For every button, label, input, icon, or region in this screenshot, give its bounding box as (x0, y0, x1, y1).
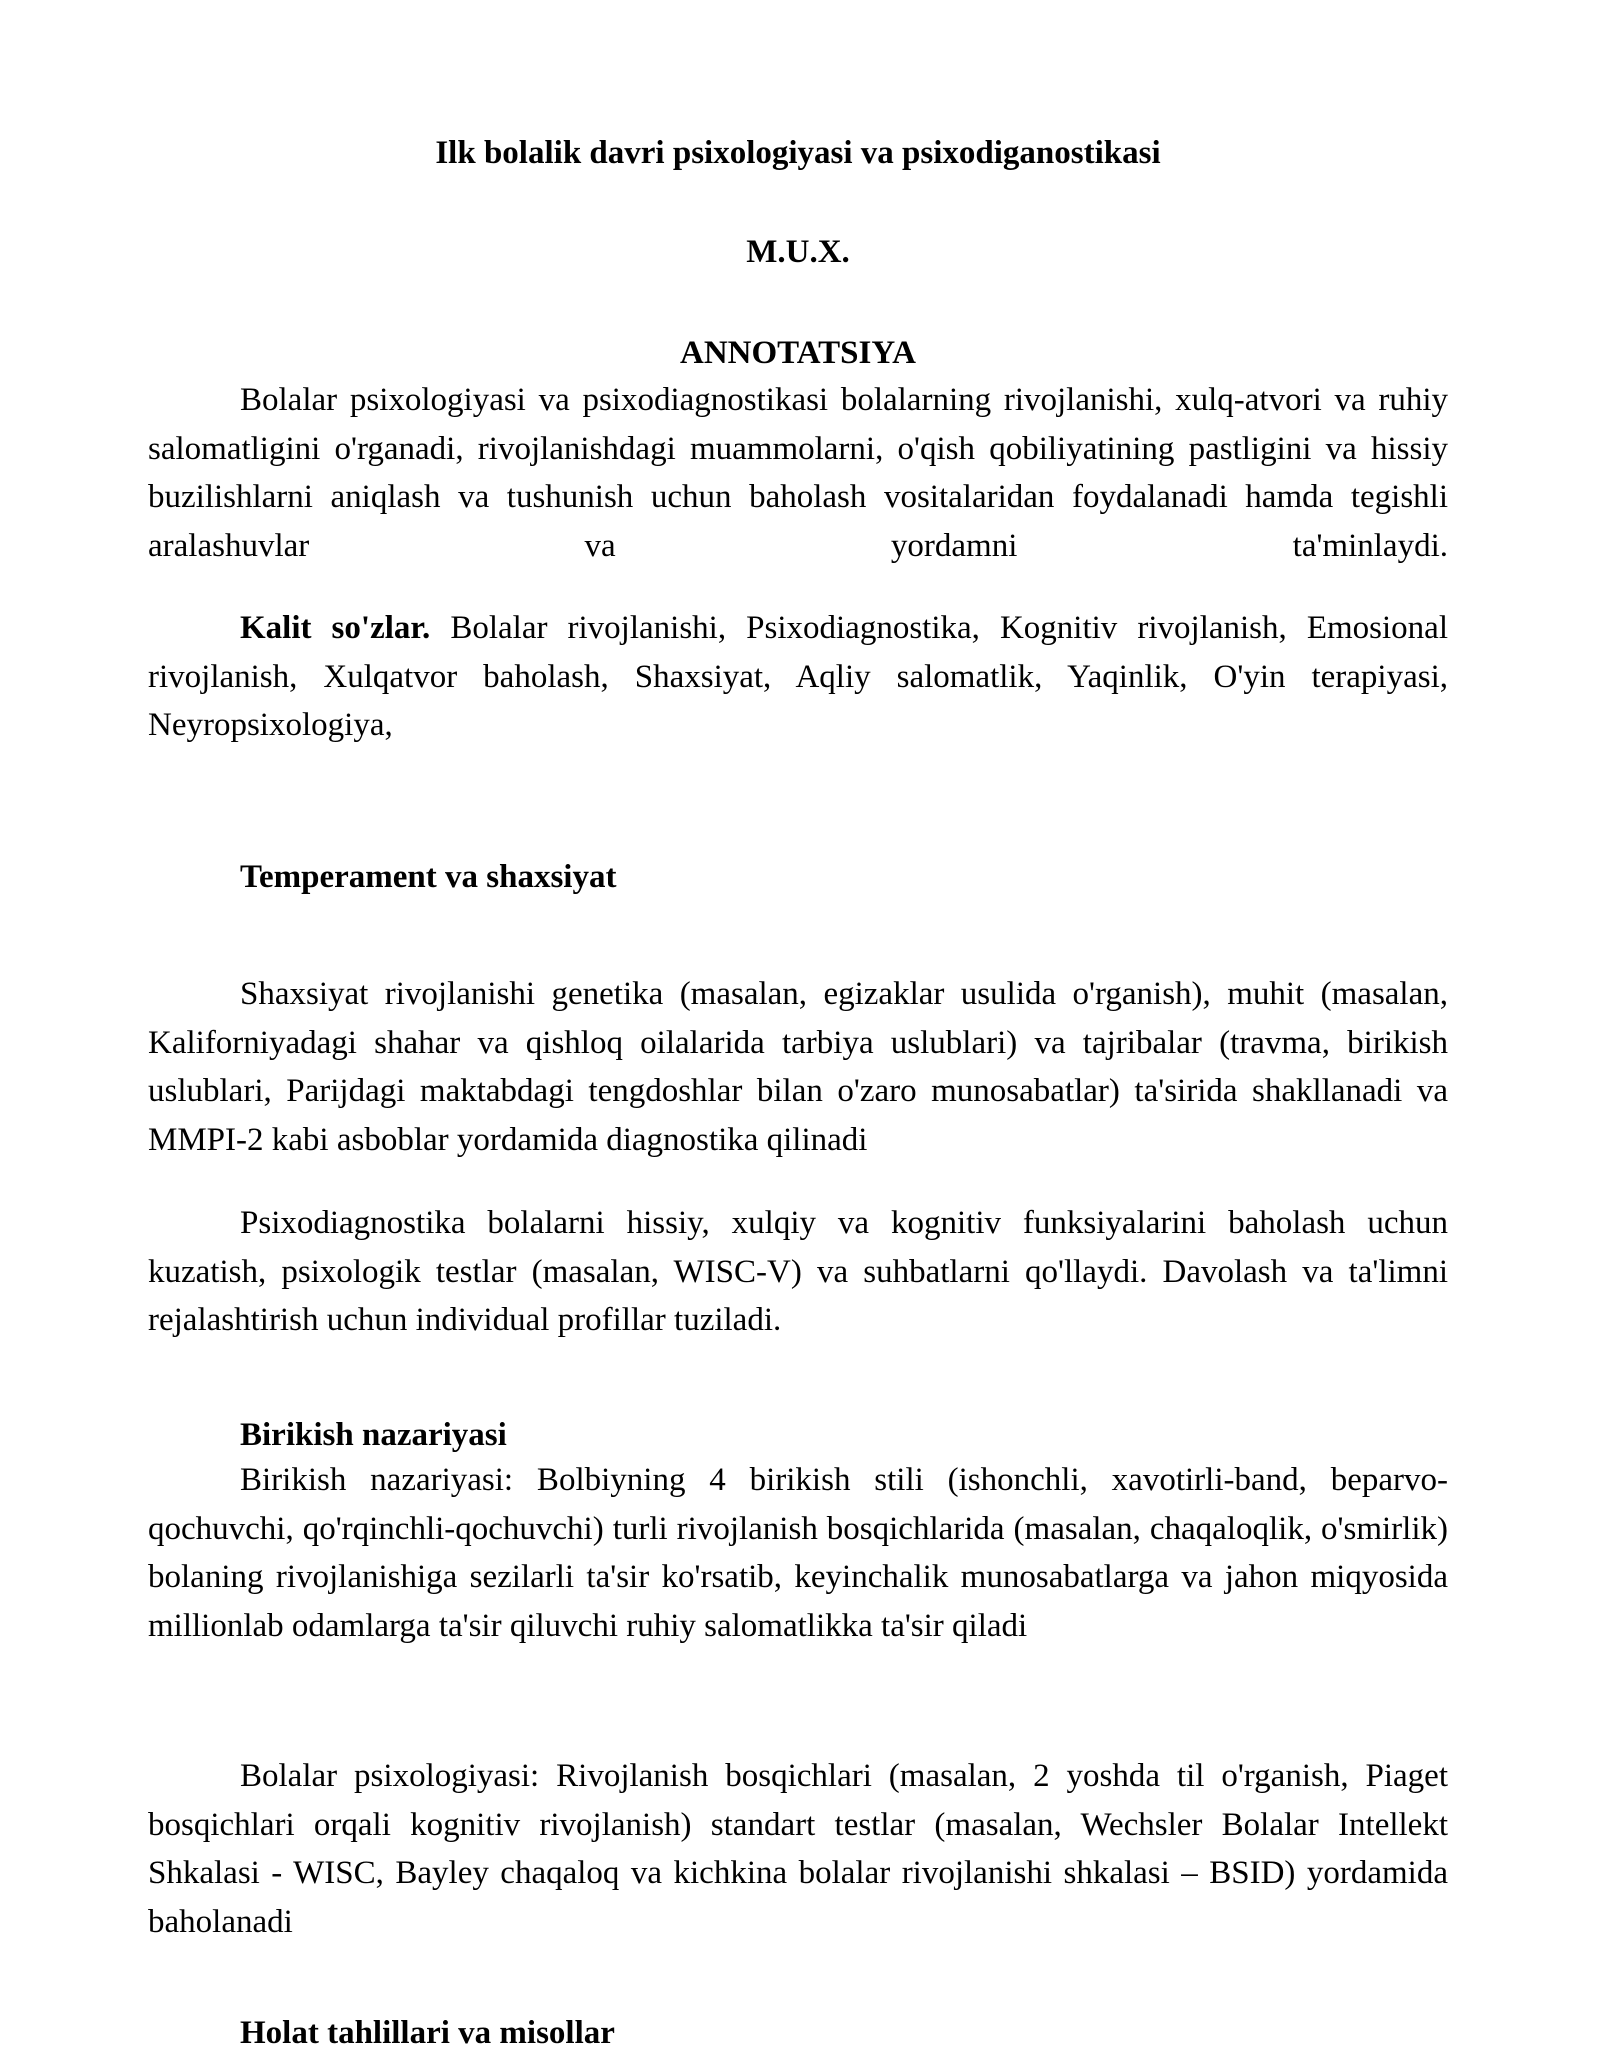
document-title: Ilk bolalik davri psixologiyasi va psixodiganostikasi (435, 135, 1161, 171)
annotation-paragraph: Bolalar psixologiyasi va psixodiagnostikasi bolalarning rivojlanishi, xulq-atvori va ruhiy salomatligini o'rganadi, rivojlanishdagi muammolarni, o'qish qobiliyatining pastligini va hissiy buzilishlarni aniqlash va tushunish uchun baholash vositalaridan foydalanadi hamda tegishli aralashuvlar va yordamni ta'minlaydi. (148, 382, 1448, 564)
paragraph-attachment-theory: Birikish nazariyasi: Bolbiyning 4 birikish stili (ishonchli, xavotirli-band, beparvo-qochuvchi, qo'rqinchli-qochuvchi) turli rivojlanish bosqichlarida (masalan, chaqaloqlik, o'smirlik) bolaning rivojlanishiga sezilarli ta'sir ko'rsatib, keyinchalik munosabatlarga va jahon miqyosida millionlab odamlarga ta'sir qiluvchi ruhiy salomatlikka ta'sir qiladi (148, 1462, 1448, 1644)
section-heading-case-studies: Holat tahlillari va misollar (240, 2015, 615, 2051)
section-heading-attachment: Birikish nazariyasi (240, 1417, 507, 1453)
keywords-text: Bolalar rivojlanishi, Psixodiagnostika, Kognitiv rivojlanish, Emosional rivojlanish, Xulqatvor baholash, Shaxsiyat, Aqliy salomatlik, Yaqinlik, O'yin terapiyasi, Neyropsixologiya, (148, 610, 1448, 743)
keywords-label: Kalit so'zlar. (240, 610, 431, 646)
paragraph-child-psychology: Bolalar psixologiyasi: Rivojlanish bosqichlari (masalan, 2 yoshda til o'rganish, Piaget bosqichlari orqali kognitiv rivojlanish) standart testlar (masalan, Wechsler Bolalar Intellekt Shkalasi - WISC, Bayley chaqaloq va kichkina bolalar rivojlanishi shkalasi – BSID) yordamida baholanadi (148, 1758, 1448, 1940)
annotation-heading: ANNOTATSIYA (680, 335, 916, 371)
author-initials: M.U.X. (746, 234, 850, 270)
paragraph-psychodiagnostics: Psixodiagnostika bolalarni hissiy, xulqiy va kognitiv funksiyalarini baholash uchun kuzatish, psixologik testlar (masalan, WISC-V) va suhbatlarni qo'llaydi. Davolash va ta'limni rejalashtirish uchun individual profillar tuziladi. (148, 1205, 1448, 1338)
keywords-paragraph (148, 604, 1448, 750)
paragraph-personality-development: Shaxsiyat rivojlanishi genetika (masalan, egizaklar usulida o'rganish), muhit (masalan, Kaliforniyadagi shahar va qishloq oilalarida tarbiya uslublari) va tajribalar (travma, birikish uslublari, Parijdagi maktabdagi tengdoshlar bilan o'zaro munosabatlar) ta'sirida shakllanadi va MMPI-2 kabi asboblar yordamida diagnostika qilinadi (148, 976, 1448, 1158)
section-heading-temperament: Temperament va shaxsiyat (240, 859, 617, 895)
